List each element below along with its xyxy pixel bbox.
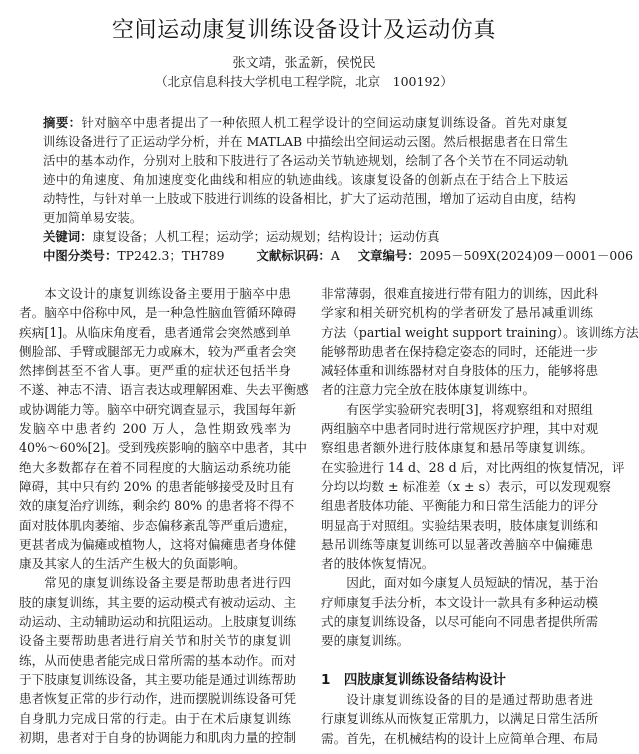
abstract-text: 更加简单易安装。 <box>43 210 143 225</box>
text-line: 者的注意力完全放在肢体康复训练中。 <box>321 382 536 398</box>
text-line: 能够帮助患者在保持稳定姿态的同时，还能进一步 <box>321 343 599 359</box>
text-line: 学家和相关研究机构的学者研发了悬吊减重训练 <box>321 305 593 321</box>
text-line: 非常薄弱，很难直接进行带有阻力的训练，因此科 <box>321 286 599 301</box>
affiliation: （北京信息科技大学机电工程学院，北京 100192） <box>155 74 453 89</box>
text-line: 疗师康复手法分析，本文设计一款具有多种运动模 <box>321 594 599 610</box>
text-line: 绝大多数都存在着不同程度的大脑运动系统功能 <box>19 459 291 475</box>
text-line: 减轻体重和训练器材对自身肢体的压力，能够将患 <box>321 363 599 379</box>
keywords <box>43 227 568 246</box>
spacer <box>321 651 593 670</box>
text-line: 在实验进行 14 d、28 d 后，对比两组的恢复情况，评 <box>321 459 625 475</box>
text-line: 行康复训练从而恢复正常肌力，以满足日常生活所 <box>321 711 599 727</box>
text-line: 本文设计的康复训练设备主要用于脑卒中患 <box>44 286 291 301</box>
text-line: 要的康复训练。 <box>321 633 410 649</box>
text-line: 不遂、神志不清、语言表达或理解困难、失去平衡感 <box>19 382 309 398</box>
authors: 张文靖，张孟新，侯悦民 <box>232 56 376 71</box>
keywords-value: 康复设备；人机工程；运动学；运动规划；结构设计；运动仿真 <box>92 229 440 244</box>
text-line: 明显高于对照组。实验结果表明，肢体康复训练和 <box>321 517 599 533</box>
text-line: 者。脑卒中俗称中风，是一种急性脑血管循环障碍 <box>19 305 297 321</box>
article-no-value: 2095－509X(2024)09－0001－006 <box>419 248 634 263</box>
text-line: 发脑卒中患者约 200 万人，急性期致残率为 <box>19 421 291 437</box>
text-line: 两组脑卒中患者同时进行常规医疗护理，其中对观 <box>321 421 599 437</box>
abstract-line <box>43 151 568 170</box>
text-line: 效的康复治疗训练，剩余约 80% 的患者将不得不 <box>19 498 295 514</box>
section-heading: 1 四肢康复训练设备结构设计 <box>321 671 506 688</box>
text-line: 动运动、主动辅助运动和抗阻运动。上肢康复训练 <box>19 614 297 630</box>
keywords-label: 关键词： <box>43 229 93 244</box>
abstract-text: 迹中的角速度、角加速度变化曲线和相应的轨迹曲线。该康复设备的创新点在于结合上下肢运 <box>43 172 568 187</box>
text-line: 康及其家人的生活产生极大的负面影响。 <box>19 556 246 572</box>
abstract-body <box>43 113 576 227</box>
clc-value: TP242.3；TH789 <box>117 248 225 263</box>
text-line: 侧脸部、手臂或腿部无力或麻木，较为严重者会突 <box>19 343 297 359</box>
text-line: 患者恢复正常的步行动作，进而摆脱训练设备可凭 <box>19 691 297 707</box>
clc-label: 中图分类号： <box>43 248 118 263</box>
text-line: 面对肢体肌肉萎缩、步态偏移紊乱等严重后遗症， <box>19 517 297 533</box>
abstract-line <box>43 113 568 132</box>
text-line: 因此，面对如今康复人员短缺的情况，基于治 <box>346 575 599 591</box>
doc-code-label: 文献标识码： <box>256 248 331 263</box>
right-column <box>321 284 639 748</box>
text-line: 组患者肢体功能、平衡能力和日常生活能力的评分 <box>321 498 599 514</box>
abstract-text: 针对脑卒中患者提出了一种依照人机工程学设计的空间运动康复训练设备。首先对康复 <box>81 115 569 130</box>
abstract-line <box>43 208 568 227</box>
abstract-text: 活中的基本动作，分别对上肢和下肢进行了各运动关节轨迹规划，绘制了各个关节在不同运动轨 <box>43 153 568 168</box>
text-line: 察组患者额外进行肢体康复和悬吊等康复训练。 <box>321 440 593 456</box>
text-line: 疾病[1]。从临床角度看，患者通常会突然感到单 <box>19 324 291 340</box>
text-line: 40%～60%[2]。受到残疾影响的脑卒中患者，其中 <box>19 440 307 456</box>
doc-code-value: A <box>330 248 340 263</box>
abstract-text: 动特性，与针对单一上肢或下肢进行训练的设备相比，扩大了运动范围，增加了运动自由度，结构 <box>43 191 576 206</box>
abstract-line <box>43 189 576 208</box>
text-line: 设备主要帮助患者进行肩关节和肘关节的康复训 <box>19 633 291 649</box>
abstract-label: 摘要： <box>43 115 82 130</box>
text-line: 初期，患者对于自身的协调能力和肌肉力量的控制 <box>19 729 297 745</box>
paper-title: 空间运动康复训练设备设计及运动仿真 <box>111 18 497 43</box>
text-line: 需。首先，在机械结构的设计上应简单合理、布局 <box>321 730 599 746</box>
text-line: 方法（partial weight support training）。该训练方法 <box>321 324 639 340</box>
text-line: 分均以均数 ± 标准差（x ± s）表示，可以发现观察 <box>321 478 611 494</box>
text-line: 设计康复训练设备的目的是通过帮助患者进 <box>346 691 593 707</box>
text-line: 更甚者成为偏瘫或植物人，这将对偏瘫患者身体健 <box>19 536 297 552</box>
text-line: 于下肢康复训练设备，其主要功能是通过训练帮助 <box>19 671 297 687</box>
abstract-line <box>43 132 568 151</box>
text-line: 自身肌力完成日常的行走。由于在术后康复训练 <box>19 710 291 726</box>
article-no-label: 文章编号： <box>357 248 420 263</box>
text-line: 障碍，其中只有约 20% 的患者能够接受及时且有 <box>19 478 295 494</box>
text-line: 有医学实验研究表明[3]，将观察组和对照组 <box>346 401 593 417</box>
abstract <box>43 113 634 265</box>
text-line: 式的康复训练设备，以尽可能向不同患者提供所需 <box>321 614 599 630</box>
text-line: 练，从而使患者能完成日常所需的基本动作。而对 <box>19 652 297 668</box>
text-line: 或协调能力等。脑卒中研究调查显示，我国每年新 <box>19 401 297 417</box>
abstract-line <box>43 170 568 189</box>
left-column <box>19 284 309 747</box>
text-line: 常见的康复训练设备主要是帮助患者进行四 <box>44 575 291 591</box>
classification-line <box>43 246 634 265</box>
text-line: 悬吊训练等康复训练可以显著改善脑卒中偏瘫患 <box>321 536 593 552</box>
text-line: 肢的康复训练，其主要的运动模式有被动运动、主 <box>19 594 297 610</box>
text-line: 然摔倒甚至不省人事。更严重的症状还包括半身 <box>19 363 291 379</box>
abstract-text: 训练设备进行了正运动学分析，并在 MATLAB 中描绘出空间运动云图。然后根据患者在日常生 <box>43 134 568 149</box>
text-line: 者的肢体恢复情况。 <box>321 556 435 572</box>
